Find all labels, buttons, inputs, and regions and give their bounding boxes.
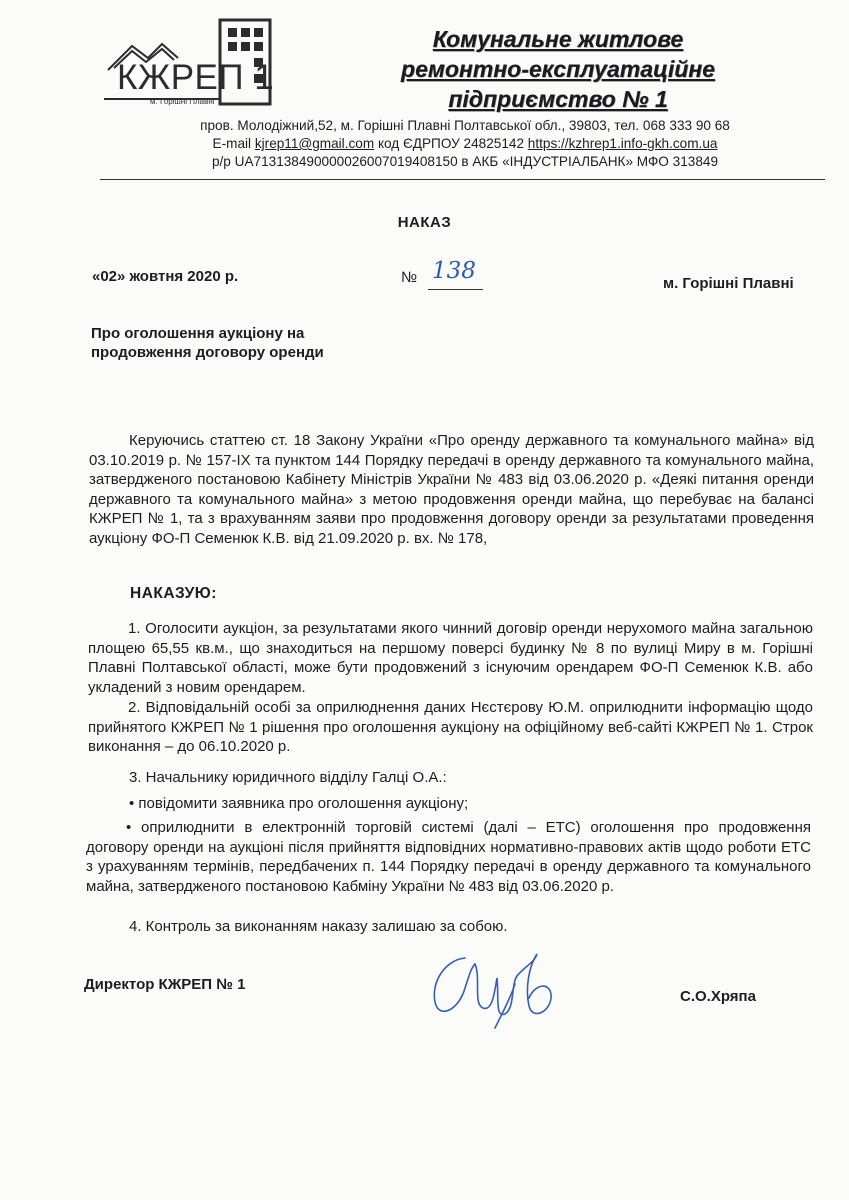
signatory-name: С.О.Хряпа xyxy=(680,988,756,1005)
preamble-paragraph: Керуючись статтею ст. 18 Закону України «Про оренду державного та комунального майна» від 03.10.2019 р. № 157-ІХ та пунктом 144 Порядку передачі в оренду державного та комунального майна, затвердженого постановою Кабінету Міністрів України № 483 від 03.06.2020 р. «Деякі питання оренди державного та комунального майна» з метою продовження оренди майна, що перебуває на балансі КЖРЕП № 1, та з врахуванням заяви про продовження договору оренди за результатами проведення аукціону ФО-П Семенюк К.В. від 21.09.2020 р. вх. № 178, xyxy=(89,432,814,547)
order-item-1: 1. Оголосити аукціон, за результатами якого чинний договір оренди нерухомого майна загальною площею 65,55 кв.м., що знаходиться на першому поверсі будинку № 8 по вулиці Миру в м. Горішні Плавні Полтавської області, може бути продовжений з існуючим орендарем ФО-П Семенюк К.В. або укладений з новим орендарем. xyxy=(88,620,813,696)
email-link[interactable]: kjrep11@gmail.com xyxy=(254,136,375,151)
order-item-3-bullet-2: • оприлюднити в електронній торговій системі (далі – ЕТС) оголошення про продовження договору оренди на аукціоні після прийняття відповідних нормативно-правових актів щодо роботи ЕТС з урахуванням термінів, передбачених п. 144 Порядку передачі в оренду державного та комунального майна, затвердженого постановою Кабміну України № 483 від 03.06.2020 р. xyxy=(86,819,811,895)
order-subject: Про оголошення аукціону на продовження договору оренди xyxy=(91,325,324,361)
order-number-underline xyxy=(428,289,483,290)
email-label: E-mail xyxy=(212,136,255,151)
contact-block xyxy=(140,117,790,171)
order-directive-heading: НАКАЗУЮ: xyxy=(130,585,217,602)
order-item-3-bullet-1: • повідомити заявника про оголошення аукціону; xyxy=(129,795,469,812)
order-number-label: № xyxy=(401,269,418,286)
order-number-handwritten: 138 xyxy=(432,258,476,284)
order-item-2: 2. Відповідальній особі за оприлюднення даних Нєстєрову Ю.М. оприлюднити інформацію щодо прийнятого КЖРЕП № 1 рішення про оголошення аукціону на офіційному веб-сайті КЖРЕП № 1. Строк виконання – до 06.10.2020 р. xyxy=(88,699,813,756)
handwritten-signature xyxy=(425,948,585,1030)
order-item-4: 4. Контроль за виконанням наказу залишаю за собою. xyxy=(129,918,508,935)
order-item-3: 3. Начальнику юридичного відділу Галці О.А.: xyxy=(129,769,447,786)
email-line xyxy=(140,135,790,153)
company-name-line3: підприємство № 1 xyxy=(448,86,668,112)
company-name-line1: Комунальне житлове xyxy=(432,26,684,52)
logo-text: КЖРЕП 1 xyxy=(117,58,275,97)
edrpou-code: код ЄДРПОУ 24825142 xyxy=(374,136,528,151)
logo-city: м. Горішні Плавні xyxy=(150,97,215,106)
order-date: «02» жовтня 2020 р. xyxy=(92,268,239,285)
signatory-position: Директор КЖРЕП № 1 xyxy=(84,976,246,993)
document-title: НАКАЗ xyxy=(397,214,452,231)
company-name xyxy=(388,24,728,114)
bank-line: р/р UA713138490000026007019408150 в АКБ «ІНДУСТРІАЛБАНК» МФО 313849 xyxy=(211,154,719,169)
website-link[interactable]: https://kzhrep1.info-gkh.com.ua xyxy=(527,136,718,151)
header-divider xyxy=(100,179,825,180)
address-line: пров. Молодіжний,52, м. Горішні Плавні Полтавської обл., 39803, тел. 068 333 90 68 xyxy=(200,118,730,133)
company-name-line2: ремонтно-експлуатаційне xyxy=(401,56,715,82)
order-city: м. Горішні Плавні xyxy=(663,275,794,292)
